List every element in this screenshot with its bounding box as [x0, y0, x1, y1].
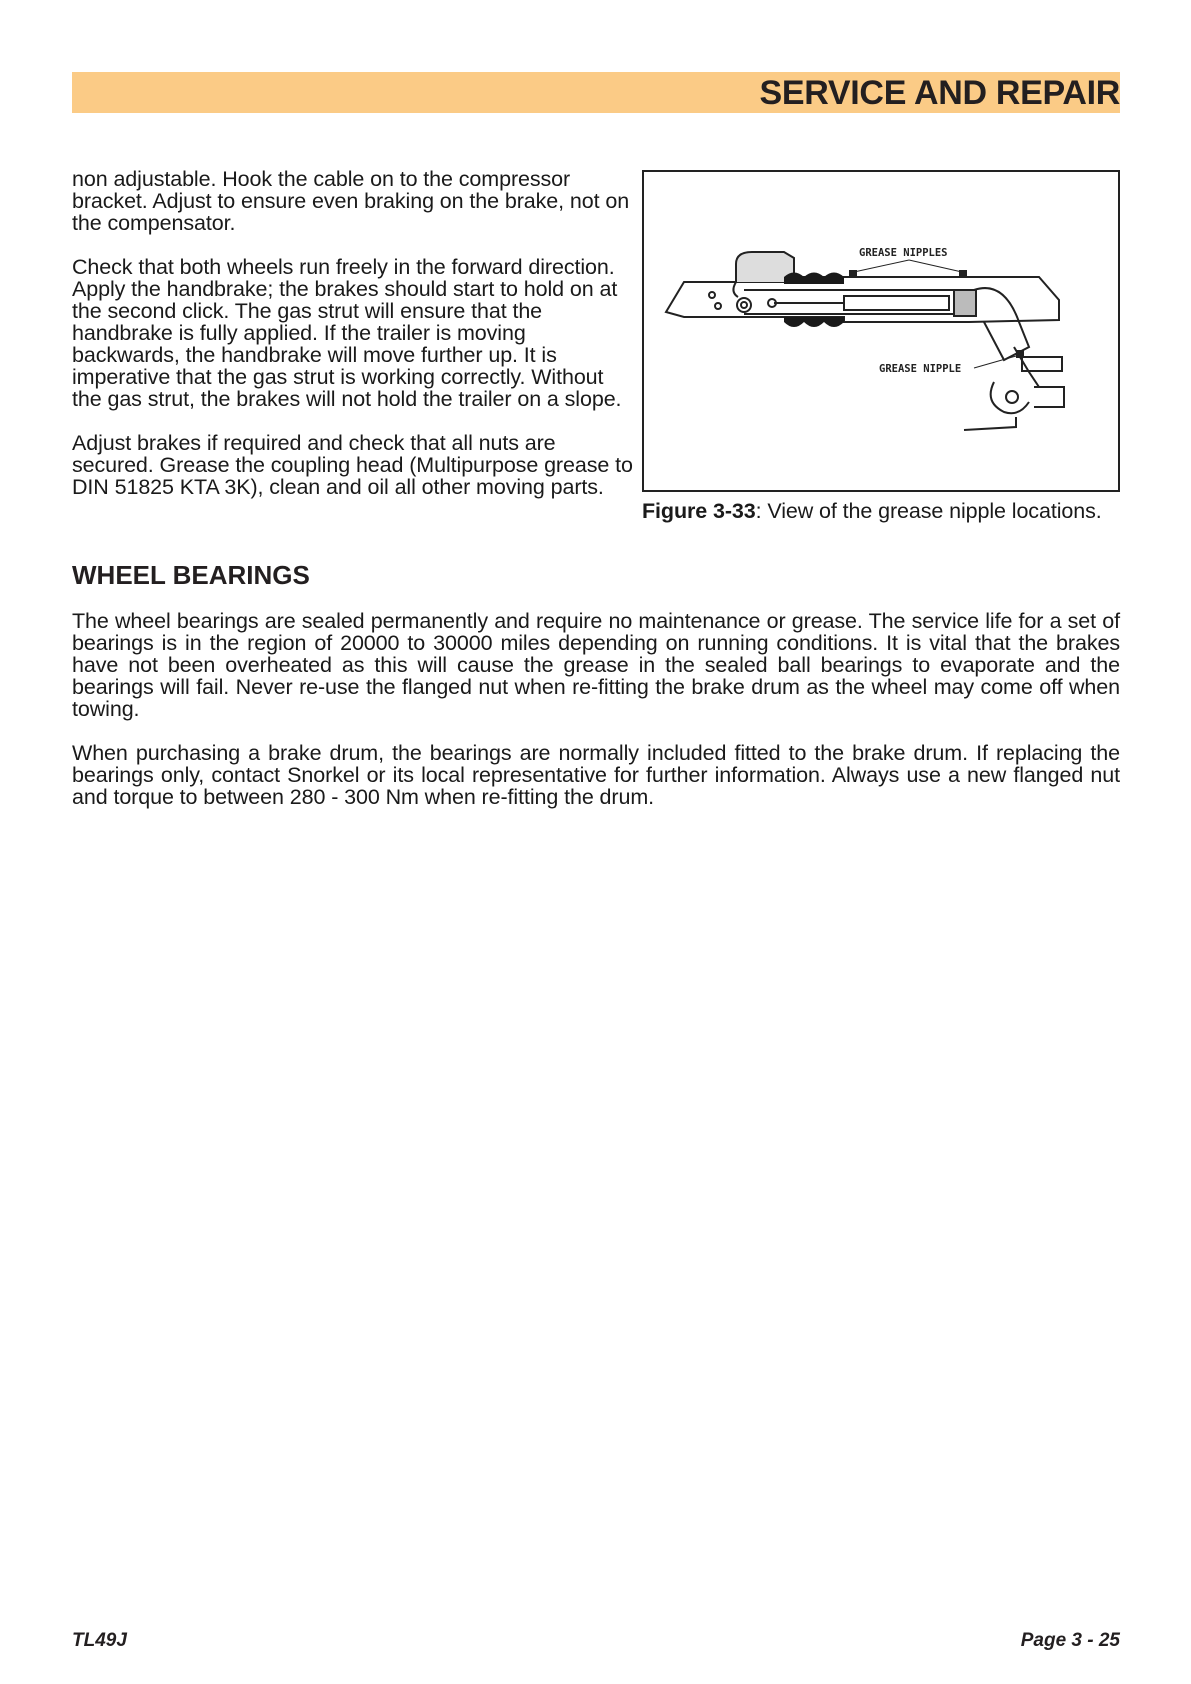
- paragraph-bearing-life: The wheel bearings are sealed permanently and require no maintenance or grease. The service life for a set of bearings is in the region of 20000 to 30000 miles depending on running conditions. It is vital that the brakes have not been overheated as this will cause the grease in the sealed ball bearings to evaporate and the bearings will fail. Never re-use the flanged nut when re-fitting the brake drum as the wheel may come off when towing.: [72, 609, 1120, 721]
- paragraph-handbrake: Check that both wheels run freely in the forward direction. Apply the handbrake; the brakes should start to hold on at the second click. The gas strut will ensure that the handbrake is fully applied. If the trailer is moving backwards, the handbrake will move further up. It is imperative that the gas strut is working correctly. Without the gas strut, the brakes will not hold the trailer on a slope.: [72, 255, 622, 411]
- wheel-bearings-body: [72, 610, 1120, 830]
- paragraph-brake-drum: When purchasing a brake drum, the bearings are normally included fitted to the brake drum. If replacing the bearings only, contact Snorkel or its local representative for further information. Always use a new flanged nut and torque to between 280 - 300 Nm when re-fitting the drum.: [72, 741, 1120, 809]
- callout-grease-nipple: GREASE NIPPLE: [879, 363, 962, 375]
- page-section-title: SERVICE AND REPAIR: [759, 74, 1120, 112]
- figure-label: Figure 3-33: [642, 499, 756, 523]
- left-column: [72, 168, 637, 520]
- figure-caption: [642, 500, 1120, 522]
- section-heading-wheel-bearings: WHEEL BEARINGS: [72, 560, 310, 590]
- header-bar: [72, 72, 1120, 113]
- figure-caption-text: : View of the grease nipple locations.: [755, 499, 1102, 523]
- paragraph-grease: Adjust brakes if required and check that all nuts are secured. Grease the coupling head (Multipurpose grease to DIN 51825 KTA 3K), clean and oil all other moving parts.: [72, 431, 633, 499]
- footer-model: TL49J: [72, 1630, 127, 1651]
- footer-page-number: Page 3 - 25: [1020, 1630, 1120, 1651]
- coupling-diagram: [644, 172, 1118, 490]
- callout-grease-nipples: GREASE NIPPLES: [859, 247, 948, 259]
- figure-grease-nipples: [642, 170, 1120, 492]
- paragraph-compensator: non adjustable. Hook the cable on to the compressor bracket. Adjust to ensure even braking on the brake, not on the compensator.: [72, 167, 630, 235]
